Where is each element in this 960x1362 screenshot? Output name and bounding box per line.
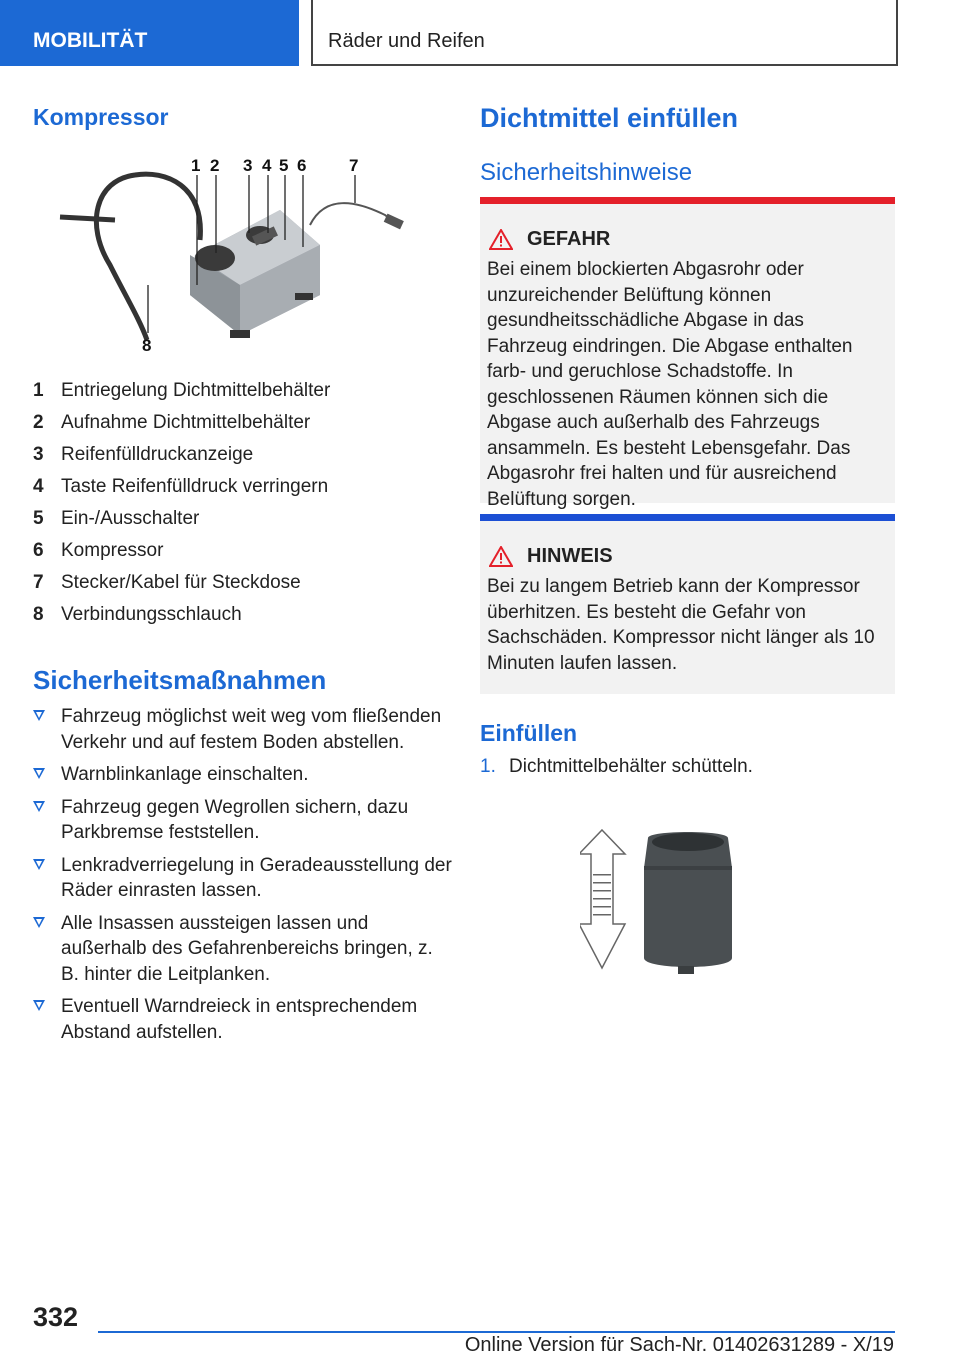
legend-item: 1 Entriegelung Dichtmittelbehälter [33, 380, 331, 401]
figure-label-1: 1 [191, 156, 201, 175]
safety-item: Fahrzeug möglichst weit weg vom fließenden Verkehr und auf festem Boden abstellen. [33, 704, 453, 755]
notice-bar [480, 514, 895, 521]
section-heading: Dichtmittel einfüllen [480, 103, 739, 133]
figure-label-4: 4 [262, 156, 272, 175]
danger-bar [480, 197, 895, 204]
page-number: 332 [33, 1302, 79, 1332]
safety-item: Fahrzeug gegen Wegrollen sichern, dazu Parkbremse feststellen. [33, 795, 453, 846]
safety-item: Lenkradverriegelung in Geradeausstellung der Räder einrasten lassen. [33, 853, 453, 904]
safety-item: Eventuell Warndreieck in entsprechendem Abstand aufstellen. [33, 994, 453, 1045]
legend-item: 5 Ein-/Ausschalter [33, 508, 200, 529]
triangle-bullet-icon [33, 768, 45, 779]
safety-item: Alle Insassen aussteigen lassen und außerhalb des Gefahrenbereichs bringen, z. B. hinter die Leitplanken. [33, 911, 453, 988]
warning-triangle-icon [489, 546, 513, 567]
danger-title-row [489, 228, 895, 251]
warning-triangle-icon [489, 229, 513, 250]
footer-version: Online Version für Sach-Nr. 01402631289 - X/19 [464, 1334, 894, 1356]
legend-item: 7 Stecker/Kabel für Steckdose [33, 572, 301, 593]
triangle-bullet-icon [33, 917, 45, 928]
legend-item: 2 Aufnahme Dichtmittelbehälter [33, 412, 311, 433]
triangle-bullet-icon [33, 710, 45, 721]
figure-label-6: 6 [297, 156, 307, 175]
notice-title-row [489, 545, 895, 568]
legend-item: 3 Reifenfülldruckanzeige [33, 444, 254, 465]
figure-label-3: 3 [243, 156, 253, 175]
compressor-heading: Kompressor [33, 104, 169, 130]
component-legend [33, 380, 330, 636]
header-section-label: MOBILITÄT [33, 29, 148, 52]
triangle-bullet-icon [33, 1000, 45, 1011]
header-section-tab [0, 0, 299, 66]
footer-rule [98, 1331, 895, 1333]
notice-box [480, 514, 895, 694]
safety-item: Warnblinkanlage einschalten. [33, 762, 453, 788]
figure-label-7: 7 [349, 156, 359, 175]
danger-text: Bei einem blockierten Abgasrohr oder unzureichender Belüftung können gesundheitsschädliche Abgase in das Fahrzeug eindringen. Die Abgase enthalten farb- und geruchlose Schadstoffe. In geschlossenen Räumen können sich die Abgase auch außerhalb des Fahrzeugs ansammeln. Es besteht Lebensgefahr. Das Abgasrohr frei halten und für ausreichend Belüftung sorgen. [487, 259, 853, 510]
header-chapter-box [311, 0, 898, 66]
shake-bottle-illustration [580, 828, 750, 978]
legend-item: 4 Taste Reifenfülldruck verringern [33, 476, 329, 497]
fill-heading: Einfüllen [480, 720, 578, 746]
danger-box [480, 197, 895, 510]
safety-notes-heading: Sicherheitshinweise [480, 159, 693, 186]
fill-steps [480, 756, 753, 778]
notice-text: Bei zu langem Betrieb kann der Kompressor überhitzen. Es besteht die Gefahr von Sachschäden. Kompressor nicht länger als 10 Minuten laufen lassen. [487, 576, 875, 674]
danger-title: GEFAHR [527, 228, 611, 250]
safety-heading: Sicherheitsmaßnahmen [33, 665, 327, 695]
figure-label-2: 2 [210, 156, 220, 175]
legend-item: 8 Verbindungsschlauch [33, 604, 242, 625]
header-chapter-label: Räder und Reifen [328, 30, 485, 52]
figure-label-5: 5 [279, 156, 289, 175]
triangle-bullet-icon [33, 859, 45, 870]
figure-label-8: 8 [142, 336, 152, 355]
safety-list [33, 704, 453, 1052]
step-item: 1. Dichtmittelbehälter schütteln. [480, 756, 753, 777]
triangle-bullet-icon [33, 801, 45, 812]
notice-title: HINWEIS [527, 545, 613, 567]
compressor-illustration [55, 155, 425, 355]
legend-item: 6 Kompressor [33, 540, 164, 561]
